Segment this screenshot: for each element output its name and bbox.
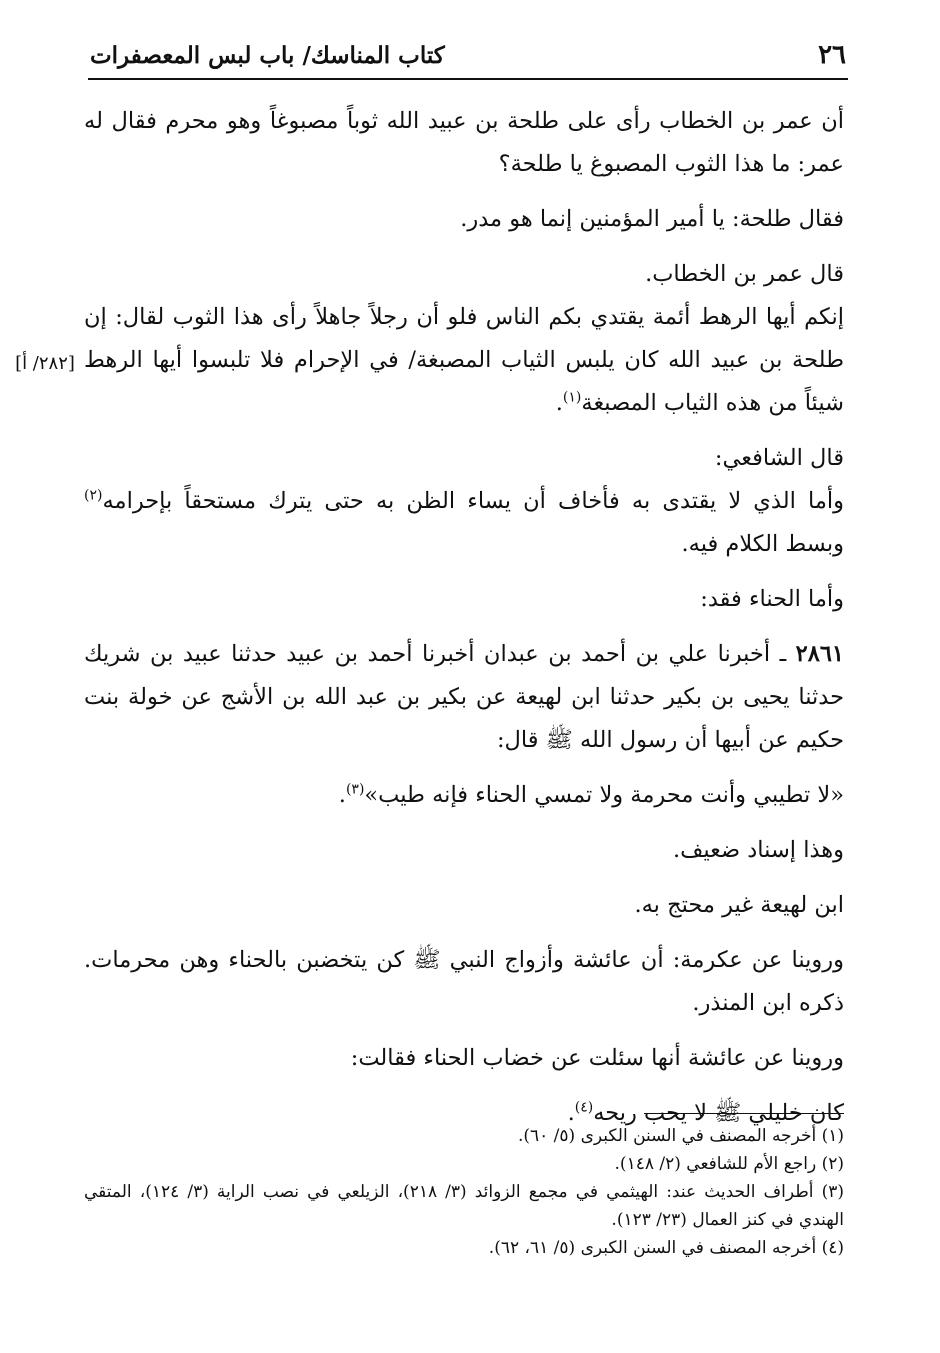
footnote: (٤) أخرجه المصنف في السنن الكبرى (٥/ ٦١، ٦٢).: [488, 1238, 844, 1258]
paragraph: قال الشافعي:: [714, 445, 844, 471]
hadith-paragraph: ٢٨٦١ ـ أخبرنا علي بن أحمد بن عبدان أخبرنا أحمد بن عبيد حدثنا عبيد بن شريك حدثنا يحيى بن بكير حدثنا ابن لهيعة عن بكير بن عبد الله بن الأشج عن خولة بنت حكيم عن أبيها أن رسول الله ﷺ قال:: [84, 641, 844, 753]
footnote-ref: (١): [562, 389, 582, 406]
footnote-ref: (٣): [345, 781, 365, 798]
footnote: (٢) راجع الأم للشافعي (٢/ ١٤٨).: [614, 1154, 844, 1174]
running-title: كتاب المناسك/ باب لبس المعصفرات: [90, 42, 445, 69]
paragraph: أن عمر بن الخطاب رأى على طلحة بن عبيد الله ثوباً مصبوغاً وهو محرم فقال له عمر: ما هذا الثوب المصبوغ يا طلحة؟: [84, 108, 844, 177]
margin-reference: [٢٨٢/ أ]: [15, 353, 75, 374]
paragraph: وروينا عن عكرمة: أن عائشة وأزواج النبي ﷺ كن يتخضبن بالحناء وهن محرمات. ذكره ابن المنذر.: [84, 947, 844, 1016]
paragraph: إنكم أيها الرهط أئمة يقتدي بكم الناس فلو أن رجلاً جاهلاً رأى هذا الثوب لقال: إن طلحة بن عبيد الله كان يلبس الثياب المصبغة/ في الإحرام فلا تلبسوا أيها الرهط شيئاً من هذه الثياب المصبغة$^{(١)}$.: [84, 304, 844, 416]
footnote-divider: [644, 1113, 844, 1114]
paragraph: وهذا إسناد ضعيف.: [672, 837, 844, 863]
paragraph: «لا تطيبي وأنت محرمة ولا تمسي الحناء فإنه طيب»$^{(٣)}$.: [338, 781, 844, 808]
hadith-number: ٢٨٦١: [795, 641, 844, 667]
footnote: (٣) أطراف الحديث عند: الهيثمي في مجمع الزوائد (٣/ ٢١٨)، الزيلعي في نصب الراية (٣/ ١٢٤)، المتقي الهندي في كنز العمال (٢٣/ ١٢٣).: [84, 1182, 844, 1230]
footnote: (١) أخرجه المصنف في السنن الكبرى (٥/ ٦٠).: [517, 1126, 844, 1146]
paragraph: قال عمر بن الخطاب.: [645, 261, 844, 287]
footnote-ref: (٢): [84, 487, 103, 504]
paragraph: فقال طلحة: يا أمير المؤمنين إنما هو مدر.: [460, 206, 844, 232]
footnotes: [84, 1113, 844, 1262]
paragraph: وروينا عن عائشة أنها سئلت عن خضاب الحناء فقالت:: [350, 1045, 844, 1071]
paragraph: ابن لهيعة غير محتج به.: [634, 892, 844, 918]
paragraph: وأما الذي لا يقتدى به فأخاف أن يساء الظن به حتى يترك مستحقاً بإحرامه$^{(٢)}$ وبسط الكلام فيه.: [84, 487, 844, 557]
page-number: ٢٦: [818, 40, 846, 70]
paragraph: وأما الحناء فقد:: [700, 586, 844, 612]
paragraph: كان خليلي ﷺ لا يحب ريحه$^{(٤)}$.: [567, 1099, 844, 1126]
page-header: [88, 38, 848, 80]
footnote-ref: (٤): [574, 1099, 594, 1116]
main-text: [84, 100, 844, 1147]
